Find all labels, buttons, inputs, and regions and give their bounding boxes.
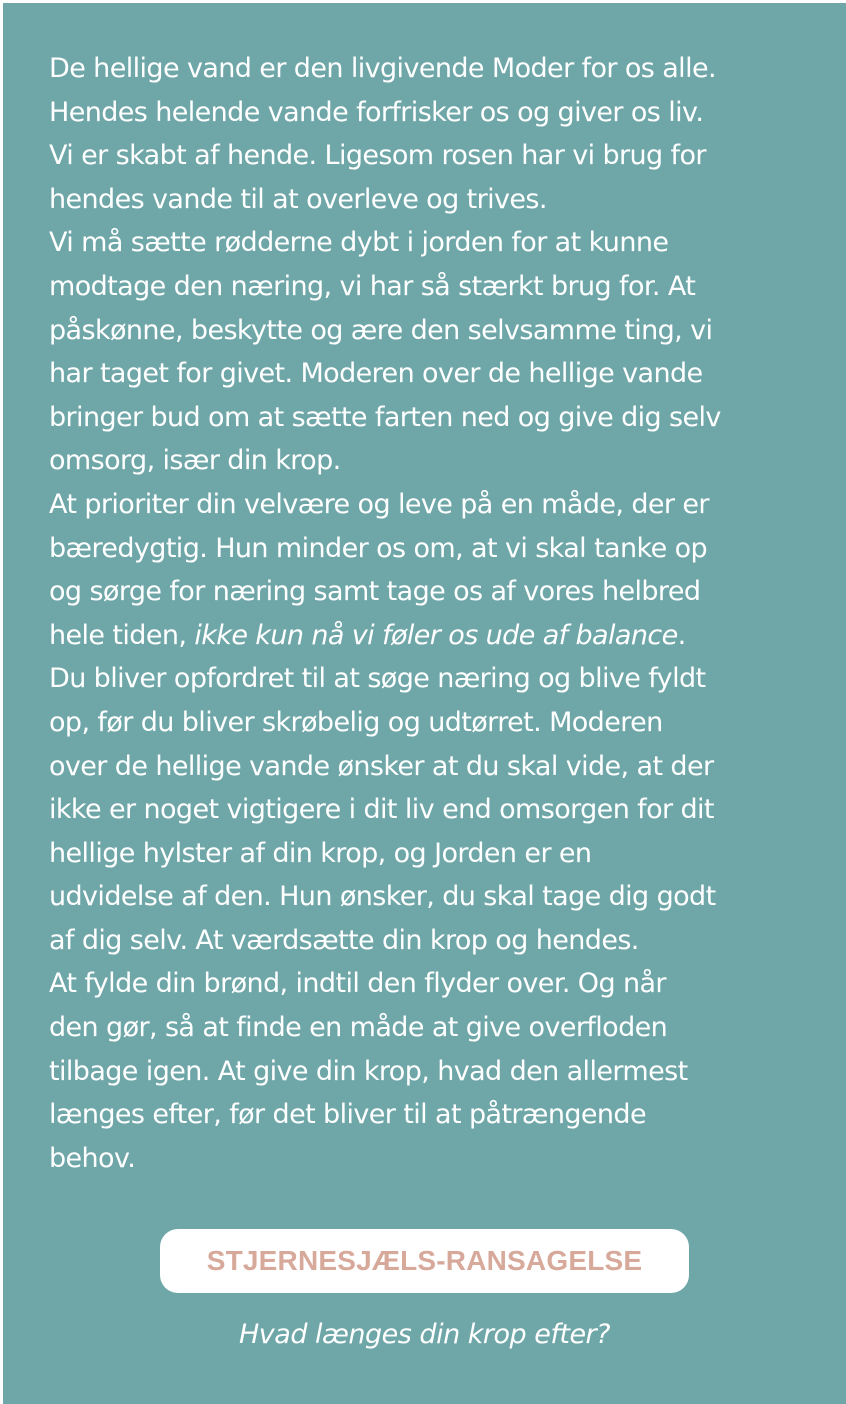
oracle-card-panel — [3, 3, 846, 1404]
message-text-part-1: De hellige vand er den livgivende Moder for os alle. Hendes helende vande forfrisker os og giver os liv. Vi er skabt af hende. Ligesom rosen har vi brug for hendes vande til at overleve og trives. Vi må sætte rødderne dybt i jorden for at kunne modtage den næring, vi har så stærkt brug for. At påskønne, beskytte og ære den selvsamme ting, vi har taget for givet. Moderen over de hellige vande bringer bud om at sætte farten ned og give dig selv omsorg, især din krop. At prioriter din velvære og leve på en måde, der er bæredygtig. Hun minder os om, at vi skal tanke op og sørge for næring samt tage os af vores helbred hele tiden, — [49, 53, 721, 651]
card-message-text — [49, 47, 829, 1180]
message-italic-emphasis: ikke kun nå vi føler os ude af balance — [194, 619, 678, 651]
stjernesjael-ransagelse-button[interactable]: STJERNESJÆLS-RANSAGELSE — [160, 1229, 689, 1293]
reflection-question: Hvad længes din krop efter? — [239, 1319, 610, 1350]
message-text-part-2: . Du bliver opfordret til at søge næring og blive fyldt op, før du bliver skrøbelig og udtørret. Moderen over de hellige vande ønsker at du skal vide, at der ikke er noget vigtigere i dit liv end omsorgen for dit hellige hylster af din krop, og Jorden er en udvidelse af den. Hun ønsker, du skal tage dig godt af dig selv. At værdsætte din krop og hendes. At fylde din brønd, indtil den flyder over. Og når den gør, så at finde en måde at give overfloden tilbage igen. At give din krop, hvad den allermest længes efter, før det bliver til at påtrængende behov. — [49, 619, 716, 1174]
